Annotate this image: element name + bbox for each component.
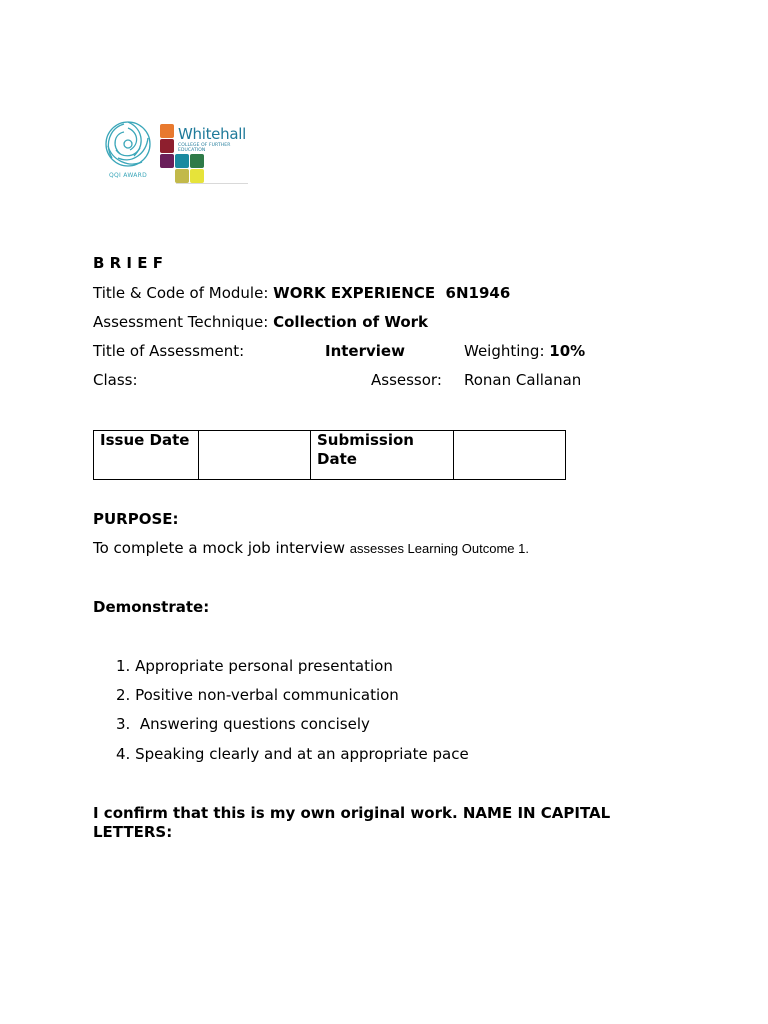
issue-date-label: Issue Date: [94, 431, 199, 480]
qqi-swirl-icon: [100, 118, 156, 172]
logo-square: [160, 139, 174, 153]
list-item: [116, 745, 469, 763]
confirmation-statement: I confirm that this is my own original work. NAME IN CAPITAL LETTERS:: [93, 804, 611, 841]
whitehall-wordmark: Whitehall: [178, 125, 246, 143]
assessment-title-value: Interview: [325, 342, 405, 360]
assessor-value: Ronan Callanan: [464, 371, 582, 389]
qqi-award-logo: [100, 118, 156, 182]
assessor-label: Assessor:: [371, 371, 442, 389]
list-item-text: Appropriate personal presentation: [135, 657, 393, 675]
module-row: [93, 284, 510, 302]
list-item: [116, 715, 370, 733]
qqi-award-label: QQI AWARD: [108, 172, 148, 179]
technique-label: Assessment Technique:: [93, 313, 269, 331]
list-item: [116, 657, 393, 675]
issue-date-value: [199, 431, 311, 480]
whitehall-subtitle: COLLEGE OF FURTHER EDUCATION: [178, 143, 231, 153]
logo-square: [190, 169, 204, 183]
module-label: Title & Code of Module:: [93, 284, 269, 302]
module-value: WORK EXPERIENCE 6N1946: [273, 284, 511, 302]
weighting-value: 10%: [549, 342, 586, 360]
logo-square: [175, 169, 189, 183]
logo-square: [160, 154, 174, 168]
logo-square: [190, 154, 204, 168]
brief-heading: B R I E F: [93, 254, 163, 272]
header-logos: [100, 118, 250, 186]
logo-square: [175, 154, 189, 168]
logo-divider: [176, 183, 248, 184]
list-item-number: 3.: [116, 715, 131, 733]
dates-table: [93, 430, 566, 480]
dates-row: [94, 431, 566, 480]
list-item-number: 2.: [116, 686, 131, 704]
weighting-label: Weighting:: [464, 342, 545, 360]
purpose-outcome-text: assesses Learning Outcome 1.: [349, 541, 529, 556]
list-item-number: 1.: [116, 657, 131, 675]
purpose-main-text: To complete a mock job interview: [93, 539, 345, 557]
purpose-heading: PURPOSE:: [93, 510, 179, 528]
list-item: [116, 686, 399, 704]
technique-row: [93, 313, 428, 331]
submission-date-label: Submission Date: [311, 431, 454, 480]
list-item-number: 4.: [116, 745, 131, 763]
class-label: Class:: [93, 371, 138, 389]
technique-value: Collection of Work: [273, 313, 429, 331]
assessment-title-label: Title of Assessment:: [93, 342, 245, 360]
list-item-text: Speaking clearly and at an appropriate pace: [135, 745, 469, 763]
submission-date-value: [454, 431, 566, 480]
purpose-text: [93, 539, 529, 557]
list-item-text: Positive non-verbal communication: [135, 686, 399, 704]
whitehall-logo: [160, 124, 250, 184]
logo-square: [160, 124, 174, 138]
weighting-row: [464, 342, 585, 360]
demonstrate-heading: Demonstrate:: [93, 598, 210, 616]
list-item-text: Answering questions concisely: [135, 715, 370, 733]
